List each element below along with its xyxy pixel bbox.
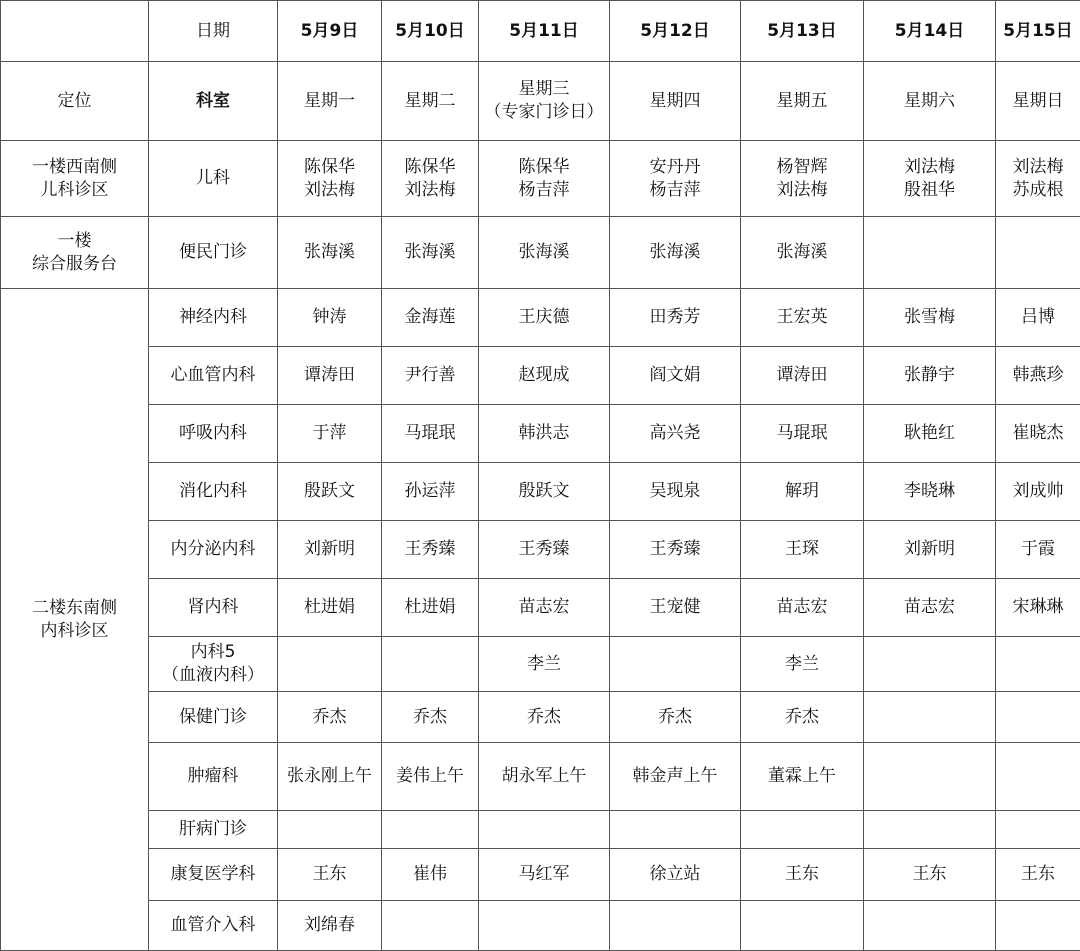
schedule-row [1, 901, 1080, 951]
date-cell: 5月14日 [864, 1, 996, 62]
schedule-row [1, 347, 1080, 405]
doctor-cell [996, 901, 1080, 951]
doctor-cell: 刘新明 [864, 521, 996, 579]
department-cell: 儿科 [149, 141, 278, 217]
doctor-cell: 韩洪志 [479, 405, 610, 463]
weekday-cell: 星期日 [996, 62, 1080, 141]
doctor-cell [610, 811, 741, 849]
doctor-cell: 王秀臻 [610, 521, 741, 579]
doctor-cell [864, 692, 996, 743]
doctor-cell: 刘法梅 苏成根 [996, 141, 1080, 217]
schedule-row [1, 289, 1080, 347]
doctor-cell: 尹行善 [382, 347, 479, 405]
doctor-cell: 徐立站 [610, 849, 741, 901]
doctor-cell: 解玥 [741, 463, 864, 521]
doctor-cell [382, 637, 479, 692]
doctor-cell: 陈保华 刘法梅 [382, 141, 479, 217]
doctor-cell: 李晓琳 [864, 463, 996, 521]
doctor-cell: 张静宇 [864, 347, 996, 405]
doctor-cell: 王东 [278, 849, 382, 901]
location-cell: 二楼东南侧 内科诊区 [1, 289, 149, 951]
doctor-cell [479, 811, 610, 849]
doctor-cell: 张海溪 [479, 217, 610, 289]
doctor-cell [610, 637, 741, 692]
doctor-cell: 张海溪 [382, 217, 479, 289]
doctor-cell [996, 692, 1080, 743]
date-label: 日期 [149, 1, 278, 62]
doctor-cell: 谭涛田 [741, 347, 864, 405]
schedule-row [1, 141, 1080, 217]
doctor-cell [996, 637, 1080, 692]
department-cell: 神经内科 [149, 289, 278, 347]
doctor-cell: 刘法梅 殷祖华 [864, 141, 996, 217]
doctor-cell: 殷跃文 [479, 463, 610, 521]
department-cell: 心血管内科 [149, 347, 278, 405]
department-cell: 消化内科 [149, 463, 278, 521]
schedule-row [1, 637, 1080, 692]
department-header: 科室 [149, 62, 278, 141]
weekday-cell: 星期五 [741, 62, 864, 141]
doctor-cell: 王琛 [741, 521, 864, 579]
doctor-cell: 崔晓杰 [996, 405, 1080, 463]
doctor-cell: 杨智辉 刘法梅 [741, 141, 864, 217]
doctor-cell: 王秀臻 [382, 521, 479, 579]
doctor-cell: 马琨珉 [382, 405, 479, 463]
doctor-cell: 乔杰 [479, 692, 610, 743]
doctor-cell [382, 901, 479, 951]
schedule-row [1, 217, 1080, 289]
weekday-cell: 星期三 （专家门诊日） [479, 62, 610, 141]
doctor-cell [479, 901, 610, 951]
doctor-cell: 韩金声上午 [610, 743, 741, 811]
date-cell: 5月12日 [610, 1, 741, 62]
doctor-cell: 王东 [864, 849, 996, 901]
doctor-cell: 李兰 [741, 637, 864, 692]
weekday-cell: 星期四 [610, 62, 741, 141]
doctor-cell: 安丹丹 杨吉萍 [610, 141, 741, 217]
date-cell: 5月10日 [382, 1, 479, 62]
schedule-row [1, 579, 1080, 637]
doctor-cell: 乔杰 [278, 692, 382, 743]
doctor-cell: 吴现泉 [610, 463, 741, 521]
doctor-cell: 王东 [741, 849, 864, 901]
doctor-cell: 于霞 [996, 521, 1080, 579]
doctor-cell: 张海溪 [741, 217, 864, 289]
doctor-cell [741, 901, 864, 951]
doctor-cell: 王秀臻 [479, 521, 610, 579]
doctor-cell: 张海溪 [610, 217, 741, 289]
doctor-cell [610, 901, 741, 951]
doctor-cell: 杜进娟 [278, 579, 382, 637]
department-cell: 呼吸内科 [149, 405, 278, 463]
doctor-cell: 董霖上午 [741, 743, 864, 811]
doctor-cell: 于萍 [278, 405, 382, 463]
doctor-cell [278, 811, 382, 849]
department-cell: 康复医学科 [149, 849, 278, 901]
doctor-cell: 乔杰 [382, 692, 479, 743]
doctor-cell [382, 811, 479, 849]
department-cell: 内科5 （血液内科） [149, 637, 278, 692]
doctor-cell: 孙运萍 [382, 463, 479, 521]
doctor-cell [864, 637, 996, 692]
doctor-cell: 苗志宏 [479, 579, 610, 637]
department-cell: 血管介入科 [149, 901, 278, 951]
schedule-row [1, 743, 1080, 811]
doctor-cell: 耿艳红 [864, 405, 996, 463]
weekday-header-row [1, 62, 1080, 141]
weekday-cell: 星期二 [382, 62, 479, 141]
department-cell: 便民门诊 [149, 217, 278, 289]
schedule-row [1, 405, 1080, 463]
date-cell: 5月15日 [996, 1, 1080, 62]
doctor-cell: 姜伟上午 [382, 743, 479, 811]
schedule-row [1, 692, 1080, 743]
schedule-row [1, 463, 1080, 521]
doctor-cell [741, 811, 864, 849]
doctor-cell: 高兴尧 [610, 405, 741, 463]
doctor-cell: 王庆德 [479, 289, 610, 347]
doctor-cell [864, 217, 996, 289]
doctor-cell: 王宏英 [741, 289, 864, 347]
schedule-row [1, 849, 1080, 901]
doctor-cell: 钟涛 [278, 289, 382, 347]
doctor-cell [996, 743, 1080, 811]
doctor-cell: 谭涛田 [278, 347, 382, 405]
weekday-cell: 星期一 [278, 62, 382, 141]
doctor-cell: 陈保华 杨吉萍 [479, 141, 610, 217]
doctor-cell: 马红军 [479, 849, 610, 901]
doctor-cell: 殷跃文 [278, 463, 382, 521]
doctor-cell [996, 217, 1080, 289]
department-cell: 肝病门诊 [149, 811, 278, 849]
doctor-cell [864, 901, 996, 951]
date-cell: 5月13日 [741, 1, 864, 62]
doctor-cell: 张雪梅 [864, 289, 996, 347]
date-header-row [1, 1, 1080, 62]
doctor-cell: 乔杰 [610, 692, 741, 743]
doctor-cell: 李兰 [479, 637, 610, 692]
doctor-cell: 陈保华 刘法梅 [278, 141, 382, 217]
doctor-cell [864, 811, 996, 849]
doctor-cell: 赵现成 [479, 347, 610, 405]
department-cell: 保健门诊 [149, 692, 278, 743]
doctor-cell: 杜进娟 [382, 579, 479, 637]
schedule-row [1, 521, 1080, 579]
department-cell: 内分泌内科 [149, 521, 278, 579]
date-cell: 5月9日 [278, 1, 382, 62]
doctor-cell: 吕博 [996, 289, 1080, 347]
doctor-cell: 王东 [996, 849, 1080, 901]
doctor-cell: 王宠健 [610, 579, 741, 637]
department-cell: 肾内科 [149, 579, 278, 637]
doctor-cell: 马琨珉 [741, 405, 864, 463]
schedule-row [1, 811, 1080, 849]
doctor-cell: 刘新明 [278, 521, 382, 579]
location-cell: 一楼 综合服务台 [1, 217, 149, 289]
doctor-cell: 胡永军上午 [479, 743, 610, 811]
doctor-cell: 苗志宏 [741, 579, 864, 637]
location-cell: 一楼西南侧 儿科诊区 [1, 141, 149, 217]
doctor-cell: 田秀芳 [610, 289, 741, 347]
corner-cell [1, 1, 149, 62]
doctor-cell: 张永刚上午 [278, 743, 382, 811]
doctor-cell: 宋琳琳 [996, 579, 1080, 637]
doctor-cell: 苗志宏 [864, 579, 996, 637]
department-cell: 肿瘤科 [149, 743, 278, 811]
doctor-cell: 乔杰 [741, 692, 864, 743]
doctor-cell: 崔伟 [382, 849, 479, 901]
location-header: 定位 [1, 62, 149, 141]
doctor-cell: 张海溪 [278, 217, 382, 289]
weekday-cell: 星期六 [864, 62, 996, 141]
doctor-cell: 金海莲 [382, 289, 479, 347]
doctor-cell: 刘成帅 [996, 463, 1080, 521]
doctor-cell: 刘绵春 [278, 901, 382, 951]
doctor-cell [996, 811, 1080, 849]
doctor-cell [864, 743, 996, 811]
doctor-cell: 阎文娟 [610, 347, 741, 405]
doctor-cell [278, 637, 382, 692]
doctor-cell: 韩燕珍 [996, 347, 1080, 405]
date-cell: 5月11日 [479, 1, 610, 62]
